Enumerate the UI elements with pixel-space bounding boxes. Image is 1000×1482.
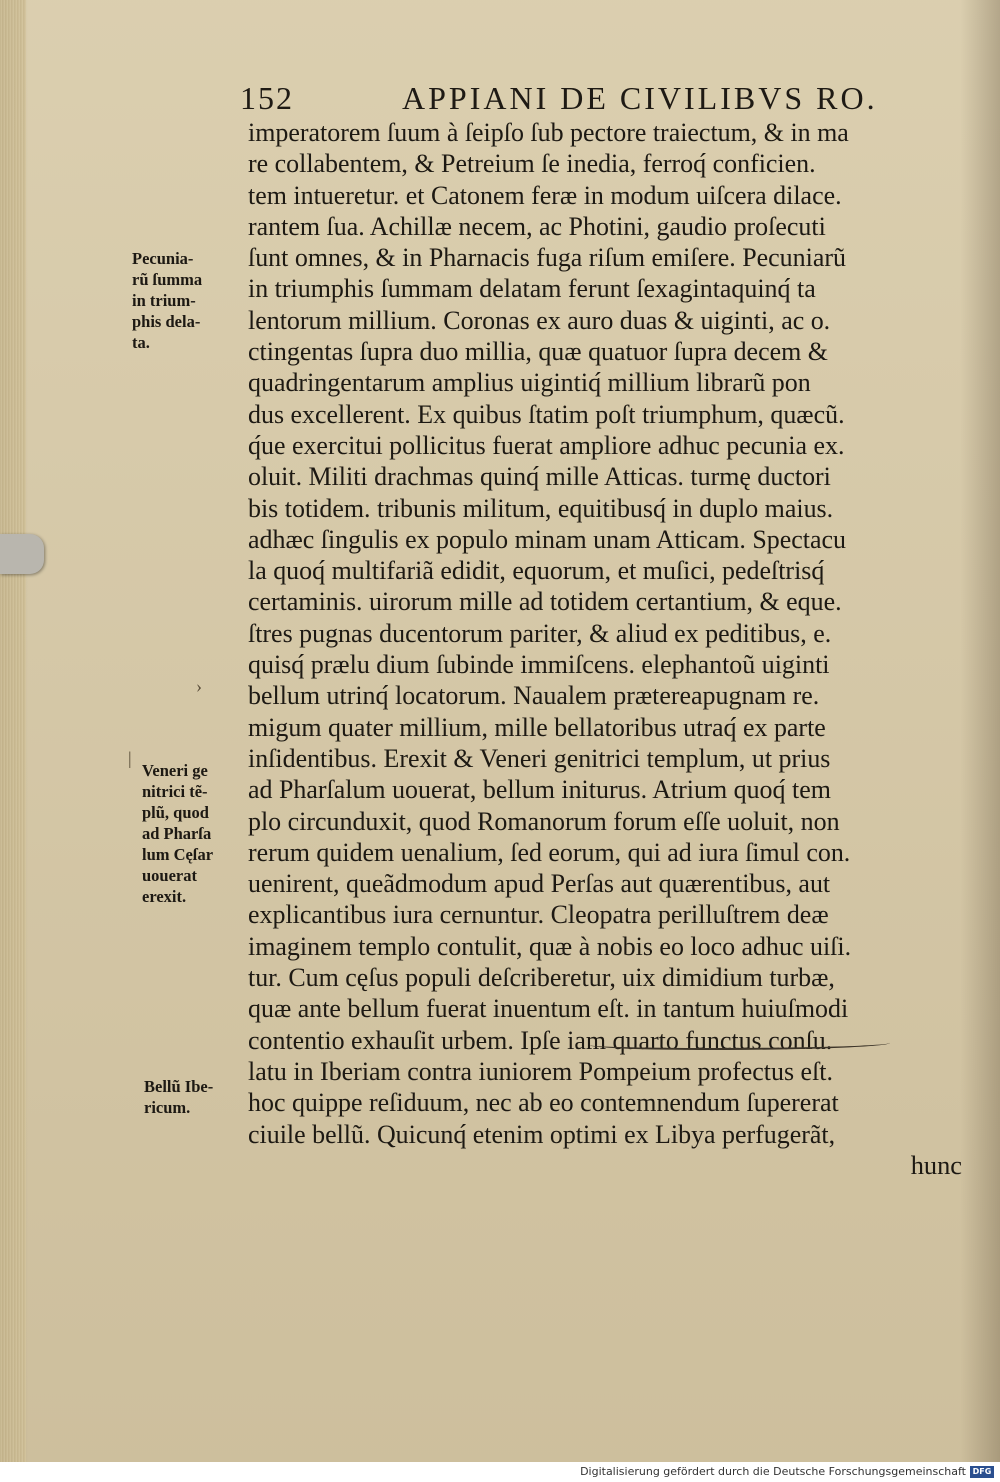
text-line: q́ue exercitui pollicitus fuerat ampliore adhuc pecunia ex. (248, 429, 845, 460)
marginal-note-line: phis dela- (132, 312, 201, 331)
text-line: ad Pharſalum uouerat, bellum initurus. Atrium quoq́ tem (248, 774, 831, 805)
text-line: plo circunduxit, quod Romanorum forum eſſe uoluit, non (248, 805, 840, 836)
text-line: ctingentas ſupra duo millia, quæ quatuor ſupra decem & (248, 336, 828, 367)
marginal-note-line: lum Cęſar (142, 845, 214, 864)
marginal-note-veneri (142, 760, 213, 907)
marginal-note-bellum-ibericum (144, 1076, 213, 1118)
text-line: latu in Iberiam contra iuniorem Pompeium profectus eſt. (248, 1055, 833, 1086)
text-line: re collabentem, & Petreium ſe inedia, ferroq́ conficien. (248, 148, 816, 179)
text-line: explicantibus iura cernuntur. Cleopatra perilluſtrem deæ (248, 899, 829, 930)
text-line: quæ ante bellum fuerat inuentum eſt. in tantum huiuſmodi (248, 993, 849, 1024)
marginal-note-line: erexit. (142, 887, 187, 906)
marginal-note-line: Veneri ge (142, 761, 208, 780)
text-line: ſunt omnes, & in Pharnacis fuga riſum emiſere. Pecuniarũ (248, 242, 846, 273)
text-line: la quoq́ multifariã edidit, equorum, et muſici, pedeſtrisq́ (248, 555, 825, 586)
text-line: lentorum millium. Coronas ex auro duas & uiginti, ac o. (248, 304, 831, 335)
digitization-footer (0, 1462, 1000, 1482)
text-line: bellum utrinq́ locatorum. Naualem prætereapugnam re. (248, 680, 820, 711)
marginal-note-line: nitrici tẽ- (142, 782, 208, 801)
digitization-credit: Digitalisierung gefördert durch die Deutsche Forschungsgemeinschaft (580, 1465, 966, 1478)
running-head: APPIANI DE CIVILIBVS RO. (402, 80, 878, 116)
text-line: quadringentarum amplius uigintiq́ millium librarũ pon (248, 367, 811, 398)
text-line: oluit. Militi drachmas quinq́ mille Atticas. turmę ductori (248, 461, 831, 492)
marginal-note-line: ad Pharſa (142, 824, 212, 843)
marginal-note-pecuniarum (132, 248, 202, 353)
text-line: hoc quippe reſiduum, nec ab eo contemnendum ſupererat (248, 1087, 839, 1118)
text-line: inſidentibus. Erexit & Veneri genitrici templum, ut prius (248, 742, 831, 773)
page-tab-marker (0, 534, 44, 574)
marginal-note-line: plũ, quod (142, 803, 209, 822)
text-line: bis totidem. tribunis militum, equitibusq́ in duplo maius. (248, 492, 834, 523)
text-line: imaginem templo contulit, quæ à nobis eo loco adhuc uiſi. (248, 930, 852, 961)
text-line: contentio exhauſit urbem. Ipſe iam quarto functus conſu. (248, 1024, 833, 1055)
folio-number: 152 (240, 80, 294, 116)
page-header (234, 80, 884, 120)
text-line: rerum quidem uenalium, ſed eorum, qui ad iura ſimul con. (248, 836, 851, 867)
marginal-note-line: ricum. (144, 1098, 191, 1117)
marginal-note-line: Pecunia- (132, 249, 194, 268)
marginal-note-line: Bellũ Ibe- (144, 1077, 214, 1096)
marginal-note-line: rũ ſumma (132, 270, 203, 289)
margin-pencil-mark: › (196, 676, 202, 696)
catchword: hunc (910, 1149, 962, 1180)
marginal-note-line: in trium- (132, 291, 196, 310)
text-line: ſtres pugnas ducentorum pariter, & aliud ex peditibus, e. (248, 617, 832, 648)
text-line: in triumphis ſummam delatam ferunt ſexagintaquinq́ ta (248, 273, 816, 304)
text-line: tem intueretur. et Catonem feræ in modum uiſcera dilace. (248, 179, 842, 210)
text-line: adhæc ſingulis ex populo minam unam Atticam. Spectacu (248, 523, 847, 554)
main-text-block (248, 117, 968, 1181)
text-line: certaminis. uirorum mille ad totidem certantium, & eque. (248, 586, 842, 617)
dfg-logo: DFG (970, 1466, 994, 1478)
marginal-note-line: uouerat (142, 866, 197, 885)
text-line: quisq́ prælu dium ſubinde immiſcens. elephantoũ uiginti (248, 649, 830, 680)
text-line: tur. Cum cęſus populi deſcriberetur, uix dimidium turbæ, (248, 962, 835, 993)
text-line: migum quater millium, mille bellatoribus utraq́ ex parte (248, 711, 826, 742)
margin-pencil-tick: | (128, 748, 132, 768)
text-line: imperatorem ſuum à ſeipſo ſub pectore traiectum, & in ma (248, 117, 849, 147)
marginal-note-line: ta. (132, 333, 150, 352)
page-fore-edge (0, 0, 26, 1462)
text-line: dus excellerent. Ex quibus ſtatim poſt triumphum, quæcũ. (248, 398, 845, 429)
text-line: uenirent, queãdmodum apud Perſas aut quærentibus, aut (248, 868, 831, 899)
text-line: rantem ſua. Achillæ necem, ac Photini, gaudio proſecuti (248, 210, 826, 241)
text-line: ciuile bellũ. Quicunq́ etenim optimi ex Libya perfugerãt, (248, 1118, 836, 1149)
